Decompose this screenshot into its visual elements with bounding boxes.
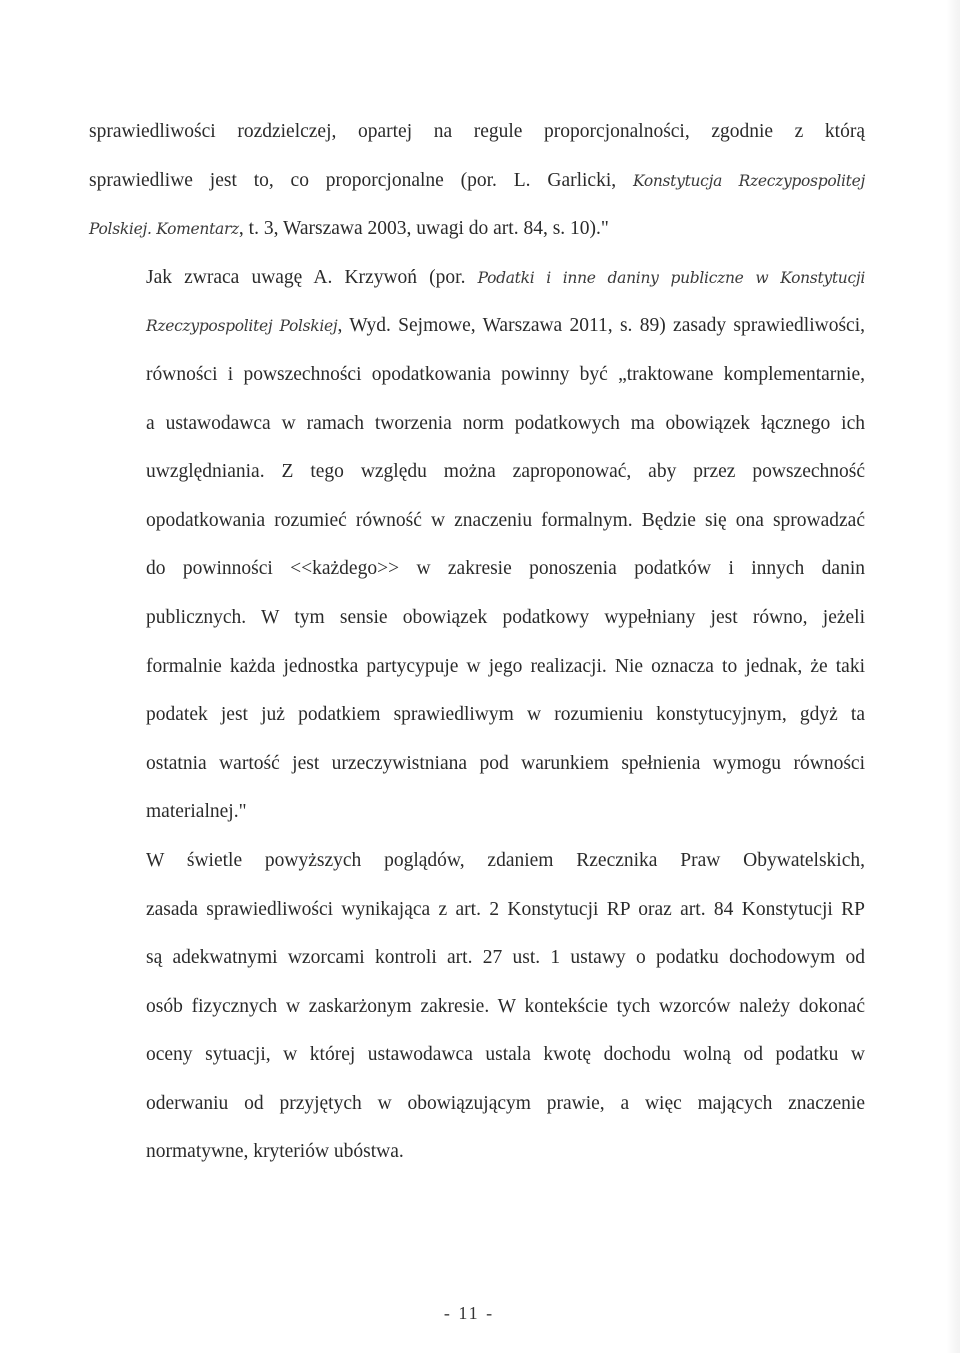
text-segment: ostatnia wartość jest urzeczywistniana pod warunkiem spełnienia wymogu równości <box>146 752 865 774</box>
text-line <box>89 302 865 351</box>
text-segment: formalnie każda jednostka partycypuje w jego realizacji. Nie oznacza to jednak, że taki <box>146 655 865 677</box>
text-segment: oderwaniu od przyjętych w obowiązującym prawie, a więc mających znaczenie <box>146 1092 865 1114</box>
scan-edge-shadow <box>946 0 960 1353</box>
handwritten-citation: Podatki i inne daniny publiczne w Konstytucji <box>477 268 865 287</box>
text-segment: równości i powszechności opodatkowania powinny być „traktowane komplementarnie, <box>146 363 865 385</box>
text-line <box>89 545 865 594</box>
text-segment: materialnej." <box>146 801 247 823</box>
text-segment: , Wyd. Sejmowe, Warszawa 2011, s. 89) zasady sprawiedliwości, <box>337 315 865 337</box>
text-line <box>89 448 865 497</box>
text-line <box>89 740 865 789</box>
paragraph-p2 <box>89 254 865 837</box>
text-line <box>89 351 865 400</box>
text-line <box>89 1128 865 1177</box>
text-segment: sprawiedliwości rozdzielczej, opartej na regule proporcjonalności, zgodnie z którą <box>89 121 865 142</box>
handwritten-citation: Polskiej. Komentarz <box>89 220 239 239</box>
text-line <box>89 788 865 837</box>
text-segment: a ustawodawca w ramach tworzenia norm podatkowych ma obowiązek łącznego ich <box>146 412 865 434</box>
text-segment: osób fizycznych w zaskarżonym zakresie. W kontekście tych wzorców należy dokonać <box>146 995 865 1017</box>
text-line <box>89 1080 865 1129</box>
text-line <box>89 643 865 692</box>
text-segment: sprawiedliwe jest to, co proporcjonalne (por. L. Garlicki, <box>89 169 633 191</box>
handwritten-citation: Konstytucja Rzeczypospolitej <box>632 171 865 190</box>
text-line <box>89 205 865 254</box>
page-number: - 11 - <box>443 1303 495 1323</box>
text-line <box>89 594 865 643</box>
text-segment: , t. 3, Warszawa 2003, uwagi do art. 84, s. 10)." <box>238 218 609 240</box>
text-line <box>89 157 865 206</box>
paragraph-p1 <box>89 108 865 254</box>
paragraph-p3 <box>89 837 865 1177</box>
text-line <box>89 934 865 983</box>
text-segment: zasada sprawiedliwości wynikająca z art. 2 Konstytucji RP oraz art. 84 Konstytucji RP <box>146 898 865 920</box>
text-line <box>89 983 865 1032</box>
text-line <box>89 108 865 157</box>
text-line <box>89 691 865 740</box>
text-segment: W świetle powyższych poglądów, zdaniem Rzecznika Praw Obywatelskich, <box>146 849 865 871</box>
text-segment: oceny sytuacji, w której ustawodawca ustala kwotę dochodu wolną od podatku w <box>146 1044 865 1066</box>
text-segment: Jak zwraca uwagę A. Krzywoń (por. <box>146 266 478 288</box>
text-line <box>89 400 865 449</box>
text-line <box>89 1031 865 1080</box>
text-line <box>89 497 865 546</box>
text-segment: publicznych. W tym sensie obowiązek podatkowy wypełniany jest równo, jeżeli <box>146 606 865 628</box>
text-segment: uwzględniania. Z tego względu można zaproponować, aby przez powszechność <box>146 461 865 483</box>
text-segment: normatywne, kryteriów ubóstwa. <box>146 1141 404 1163</box>
text-segment: są adekwatnymi wzorcami kontroli art. 27 ust. 1 ustawy o podatku dochodowym od <box>146 947 865 969</box>
handwritten-citation: Rzeczypospolitej Polskiej <box>146 317 338 336</box>
text-segment: opodatkowania rozumieć równość w znaczeniu formalnym. Będzie się ona sprowadzać <box>146 509 865 531</box>
text-line <box>89 254 865 303</box>
text-segment: do powinności <<każdego>> w zakresie ponoszenia podatków i innych danin <box>146 558 865 580</box>
text-line <box>89 837 865 886</box>
document-body <box>89 108 865 1177</box>
text-line <box>89 886 865 935</box>
text-segment: podatek jest już podatkiem sprawiedliwym w rozumieniu konstytucyjnym, gdyż ta <box>146 704 865 726</box>
